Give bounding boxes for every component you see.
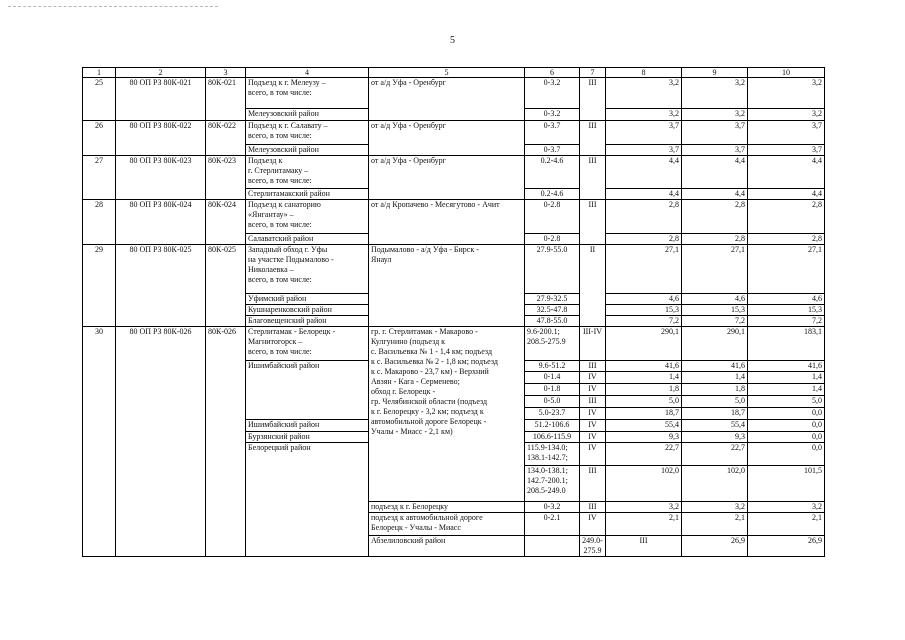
- road-category: III: [580, 396, 606, 408]
- length-col9: 2,8: [682, 234, 748, 245]
- length-col9: 7,2: [682, 316, 748, 327]
- road-route: [525, 536, 580, 557]
- district-name: Благовещенский район: [246, 316, 369, 327]
- road-category: III: [580, 78, 606, 121]
- road-name: Стерлитамак - Белорецк - Магнитогорск – всего, в том числе:: [246, 327, 369, 361]
- length-col10: 41,6: [748, 361, 825, 372]
- road-category: III: [580, 466, 606, 502]
- km-range: 249.0-275.9: [580, 536, 606, 557]
- table-row: [83, 327, 825, 361]
- length-col9: 4,4: [682, 156, 748, 189]
- road-code: 80 ОП РЗ 80К-024: [116, 200, 206, 245]
- km-range: 0-1.8: [525, 384, 580, 396]
- road-code: 80 ОП РЗ 80К-025: [116, 245, 206, 327]
- length-col10: 3,2: [748, 78, 825, 109]
- length-col9: 5,0: [682, 396, 748, 408]
- km-range: 134.0-138.1; 142.7-200.1; 208.5-249.0: [525, 466, 580, 502]
- length-col8: 4,4: [606, 189, 682, 200]
- road-category: III: [580, 156, 606, 200]
- length-col8: 55,4: [606, 420, 682, 432]
- table-row: [83, 78, 825, 109]
- row-number: 27: [83, 156, 116, 200]
- length-col9: 22,7: [682, 443, 748, 466]
- km-range: 0-2.8: [525, 234, 580, 245]
- length-col10: 4,4: [748, 189, 825, 200]
- length-col8: 9,3: [606, 432, 682, 443]
- length-col10: 15,3: [748, 305, 825, 316]
- header-cell: 9: [682, 68, 748, 78]
- length-col9: 4,4: [682, 189, 748, 200]
- km-range: 9.6-51.2: [525, 361, 580, 372]
- length-col8: 4,6: [606, 294, 682, 305]
- length-col9: 15,3: [682, 305, 748, 316]
- road-route: от а/д Уфа - Оренбург: [369, 121, 525, 156]
- road-route: от а/д Кропачево - Месягутово - Ачит: [369, 200, 525, 245]
- length-col10: 2,8: [748, 234, 825, 245]
- length-col9: 3,2: [682, 109, 748, 121]
- scan-header-mark: [8, 6, 218, 10]
- header-cell: 10: [748, 68, 825, 78]
- row-number: 26: [83, 121, 116, 156]
- table-row: [83, 200, 825, 234]
- length-col9: 3,7: [682, 145, 748, 156]
- road-id: 80К-025: [206, 245, 246, 327]
- road-name: Подъезд к г. Салавату – всего, в том числе:: [246, 121, 369, 145]
- km-range: 27.9-55.0: [525, 245, 580, 294]
- length-col9: 1,4: [682, 372, 748, 384]
- length-col9: 102,0: [682, 466, 748, 502]
- length-col8: 18,7: [606, 408, 682, 420]
- road-code: 80 ОП РЗ 80К-022: [116, 121, 206, 156]
- road-category: IV: [580, 372, 606, 384]
- road-category: II: [580, 245, 606, 327]
- road-name: Подъезд к г. Стерлитамаку – всего, в том числе:: [246, 156, 369, 189]
- road-route: от а/д Уфа - Оренбург: [369, 78, 525, 121]
- km-range: 0-2.1: [525, 513, 580, 536]
- length-col10: 27,1: [748, 245, 825, 294]
- road-category: III: [580, 200, 606, 245]
- length-col9: 26,9: [748, 536, 825, 557]
- length-col9: 2,8: [682, 200, 748, 234]
- row-number: 29: [83, 245, 116, 327]
- district-name: Ишимбайский район: [246, 420, 369, 432]
- road-code: 80 ОП РЗ 80К-023: [116, 156, 206, 200]
- length-col10: 2,1: [748, 513, 825, 536]
- road-code: 80 ОП РЗ 80К-021: [116, 78, 206, 121]
- length-col9: 41,6: [682, 361, 748, 372]
- length-col8: 1,8: [606, 384, 682, 396]
- road-category: IV: [580, 408, 606, 420]
- km-range: 47.8-55.0: [525, 316, 580, 327]
- length-col10: 3,2: [748, 502, 825, 513]
- road-route: гр. г. Стерлитамак - Макарово - Кулгунино (подъезд к с. Васильевка № 1 - 1,4 км; подъезд к с. Васильевка № 2 - 1,8 км; подъезд к с. Макарово - 23,7 км) - Верхний Авзян - Кага - Серменево; обход г. Белорецк - гр. Челябинской области (подъезд к г. Белорецку - 3,2 км; подъезд к автомобильной дороге Белорецк - Учалы - Миасс - 2,1 км): [369, 327, 525, 502]
- length-col10: 0,0: [748, 443, 825, 466]
- header-cell: 5: [369, 68, 525, 78]
- km-range: 0-3.7: [525, 121, 580, 145]
- road-route: от а/д Уфа - Оренбург: [369, 156, 525, 200]
- district-name: Бурзянский район: [246, 432, 369, 443]
- length-col8: 2,8: [606, 234, 682, 245]
- road-route: подъезд к автомобильной дороге Белорецк - Учалы - Миасс: [369, 513, 525, 536]
- length-col8: 22,7: [606, 443, 682, 466]
- length-col9: 4,6: [682, 294, 748, 305]
- length-col9: 3,2: [682, 502, 748, 513]
- length-col10: 7,2: [748, 316, 825, 327]
- length-col10: 0,0: [748, 432, 825, 443]
- table-row: [83, 156, 825, 189]
- row-number: 25: [83, 78, 116, 121]
- road-name: Подъезд к санаторию «Янгантау» – всего, в том числе:: [246, 200, 369, 234]
- length-col9: 55,4: [682, 420, 748, 432]
- km-range: 0-3.2: [525, 78, 580, 109]
- km-range: 0-3.2: [525, 109, 580, 121]
- length-col9: 2,1: [682, 513, 748, 536]
- length-col8: 3,2: [606, 502, 682, 513]
- table-row: [83, 121, 825, 145]
- km-range: 0.2-4.6: [525, 156, 580, 189]
- length-col8: 27,1: [606, 245, 682, 294]
- district-name: Салаватский район: [246, 234, 369, 245]
- length-col8: 7,2: [606, 316, 682, 327]
- length-col10: 101,5: [748, 466, 825, 502]
- length-col9: 1,8: [682, 384, 748, 396]
- length-col10: 3,7: [748, 121, 825, 145]
- length-col8: 26,9: [682, 536, 748, 557]
- length-col8: 4,4: [606, 156, 682, 189]
- header-cell: 2: [116, 68, 206, 78]
- length-col9: 3,7: [682, 121, 748, 145]
- length-col10: 0,0: [748, 408, 825, 420]
- km-range: 27.9-32.5: [525, 294, 580, 305]
- km-range: 51.2-106.6: [525, 420, 580, 432]
- length-col8: 2,1: [606, 513, 682, 536]
- table-row: [83, 245, 825, 294]
- length-col10: 4,6: [748, 294, 825, 305]
- length-col9: 3,2: [682, 78, 748, 109]
- length-col10: 0,0: [748, 420, 825, 432]
- road-category: IV: [580, 432, 606, 443]
- road-id: 80К-024: [206, 200, 246, 245]
- km-range: 0-5.0: [525, 396, 580, 408]
- length-col8: 1,4: [606, 372, 682, 384]
- km-range: 0-2.8: [525, 200, 580, 234]
- length-col8: 290,1: [606, 327, 682, 361]
- header-cell: 3: [206, 68, 246, 78]
- road-id: 80К-022: [206, 121, 246, 156]
- km-range: 0.2-4.6: [525, 189, 580, 200]
- km-range: 115.9-134.0; 138.1-142.7;: [525, 443, 580, 466]
- length-col8: 3,2: [606, 78, 682, 109]
- length-col8: 3,7: [606, 145, 682, 156]
- road-category: III: [580, 502, 606, 513]
- road-category: III: [606, 536, 682, 557]
- header-cell: 8: [606, 68, 682, 78]
- length-col10: 5,0: [748, 396, 825, 408]
- road-id: 80К-023: [206, 156, 246, 200]
- road-category: IV: [580, 513, 606, 536]
- km-range: 0-1.4: [525, 372, 580, 384]
- km-range: 5.0-23.7: [525, 408, 580, 420]
- length-col10: 1,4: [748, 372, 825, 384]
- road-category: IV: [580, 443, 606, 466]
- road-id: 80К-021: [206, 78, 246, 121]
- km-range: 0-3.2: [525, 502, 580, 513]
- header-cell: 6: [525, 68, 580, 78]
- length-col9: 18,7: [682, 408, 748, 420]
- district-name: Мелеузовский район: [246, 145, 369, 156]
- district-name: Ишимбайский район: [246, 361, 369, 420]
- district-name: Кушнаренковский район: [246, 305, 369, 316]
- district-name: Уфимский район: [246, 294, 369, 305]
- road-route: Подымалово - а/д Уфа - Бирск - Янаул: [369, 245, 525, 327]
- road-name: Подъезд к г. Мелеузу – всего, в том числе:: [246, 78, 369, 109]
- km-range: 9.6-200.1; 208.5-275.9: [525, 327, 580, 361]
- length-col8: 5,0: [606, 396, 682, 408]
- row-number: 30: [83, 327, 116, 557]
- header-cell: 1: [83, 68, 116, 78]
- length-col10: 4,4: [748, 156, 825, 189]
- length-col8: 2,8: [606, 200, 682, 234]
- road-register-table: [82, 67, 825, 557]
- length-col10: 183,1: [748, 327, 825, 361]
- length-col10: 3,7: [748, 145, 825, 156]
- length-col8: 102,0: [606, 466, 682, 502]
- length-col8: 15,3: [606, 305, 682, 316]
- district-name: Белорецкий район: [246, 443, 369, 557]
- district-name: Абзелиловский район: [369, 536, 525, 557]
- length-col9: 9,3: [682, 432, 748, 443]
- road-id: 80К-026: [206, 327, 246, 557]
- page-number: 5: [450, 35, 455, 46]
- road-name: Западный обход г. Уфы на участке Подымалово - Николаевка – всего, в том числе:: [246, 245, 369, 294]
- length-col10: 3,2: [748, 109, 825, 121]
- length-col8: 3,2: [606, 109, 682, 121]
- length-col9: 290,1: [682, 327, 748, 361]
- table-header-row: [83, 68, 825, 78]
- road-category: III: [580, 121, 606, 156]
- header-cell: 7: [580, 68, 606, 78]
- km-range: 0-3.7: [525, 145, 580, 156]
- road-category: IV: [580, 384, 606, 396]
- length-col10: 2,8: [748, 200, 825, 234]
- road-route: подъезд к г. Белорецку: [369, 502, 525, 513]
- km-range: 32.5-47.8: [525, 305, 580, 316]
- road-category: III: [580, 361, 606, 372]
- length-col8: 3,7: [606, 121, 682, 145]
- road-code: 80 ОП РЗ 80К-026: [116, 327, 206, 557]
- length-col9: 27,1: [682, 245, 748, 294]
- row-number: 28: [83, 200, 116, 245]
- header-cell: 4: [246, 68, 369, 78]
- road-category: IV: [580, 420, 606, 432]
- length-col8: 41,6: [606, 361, 682, 372]
- district-name: Мелеузовский район: [246, 109, 369, 121]
- length-col10: 1,4: [748, 384, 825, 396]
- road-category: III-IV: [580, 327, 606, 361]
- km-range: 106.6-115.9: [525, 432, 580, 443]
- district-name: Стерлитамакский район: [246, 189, 369, 200]
